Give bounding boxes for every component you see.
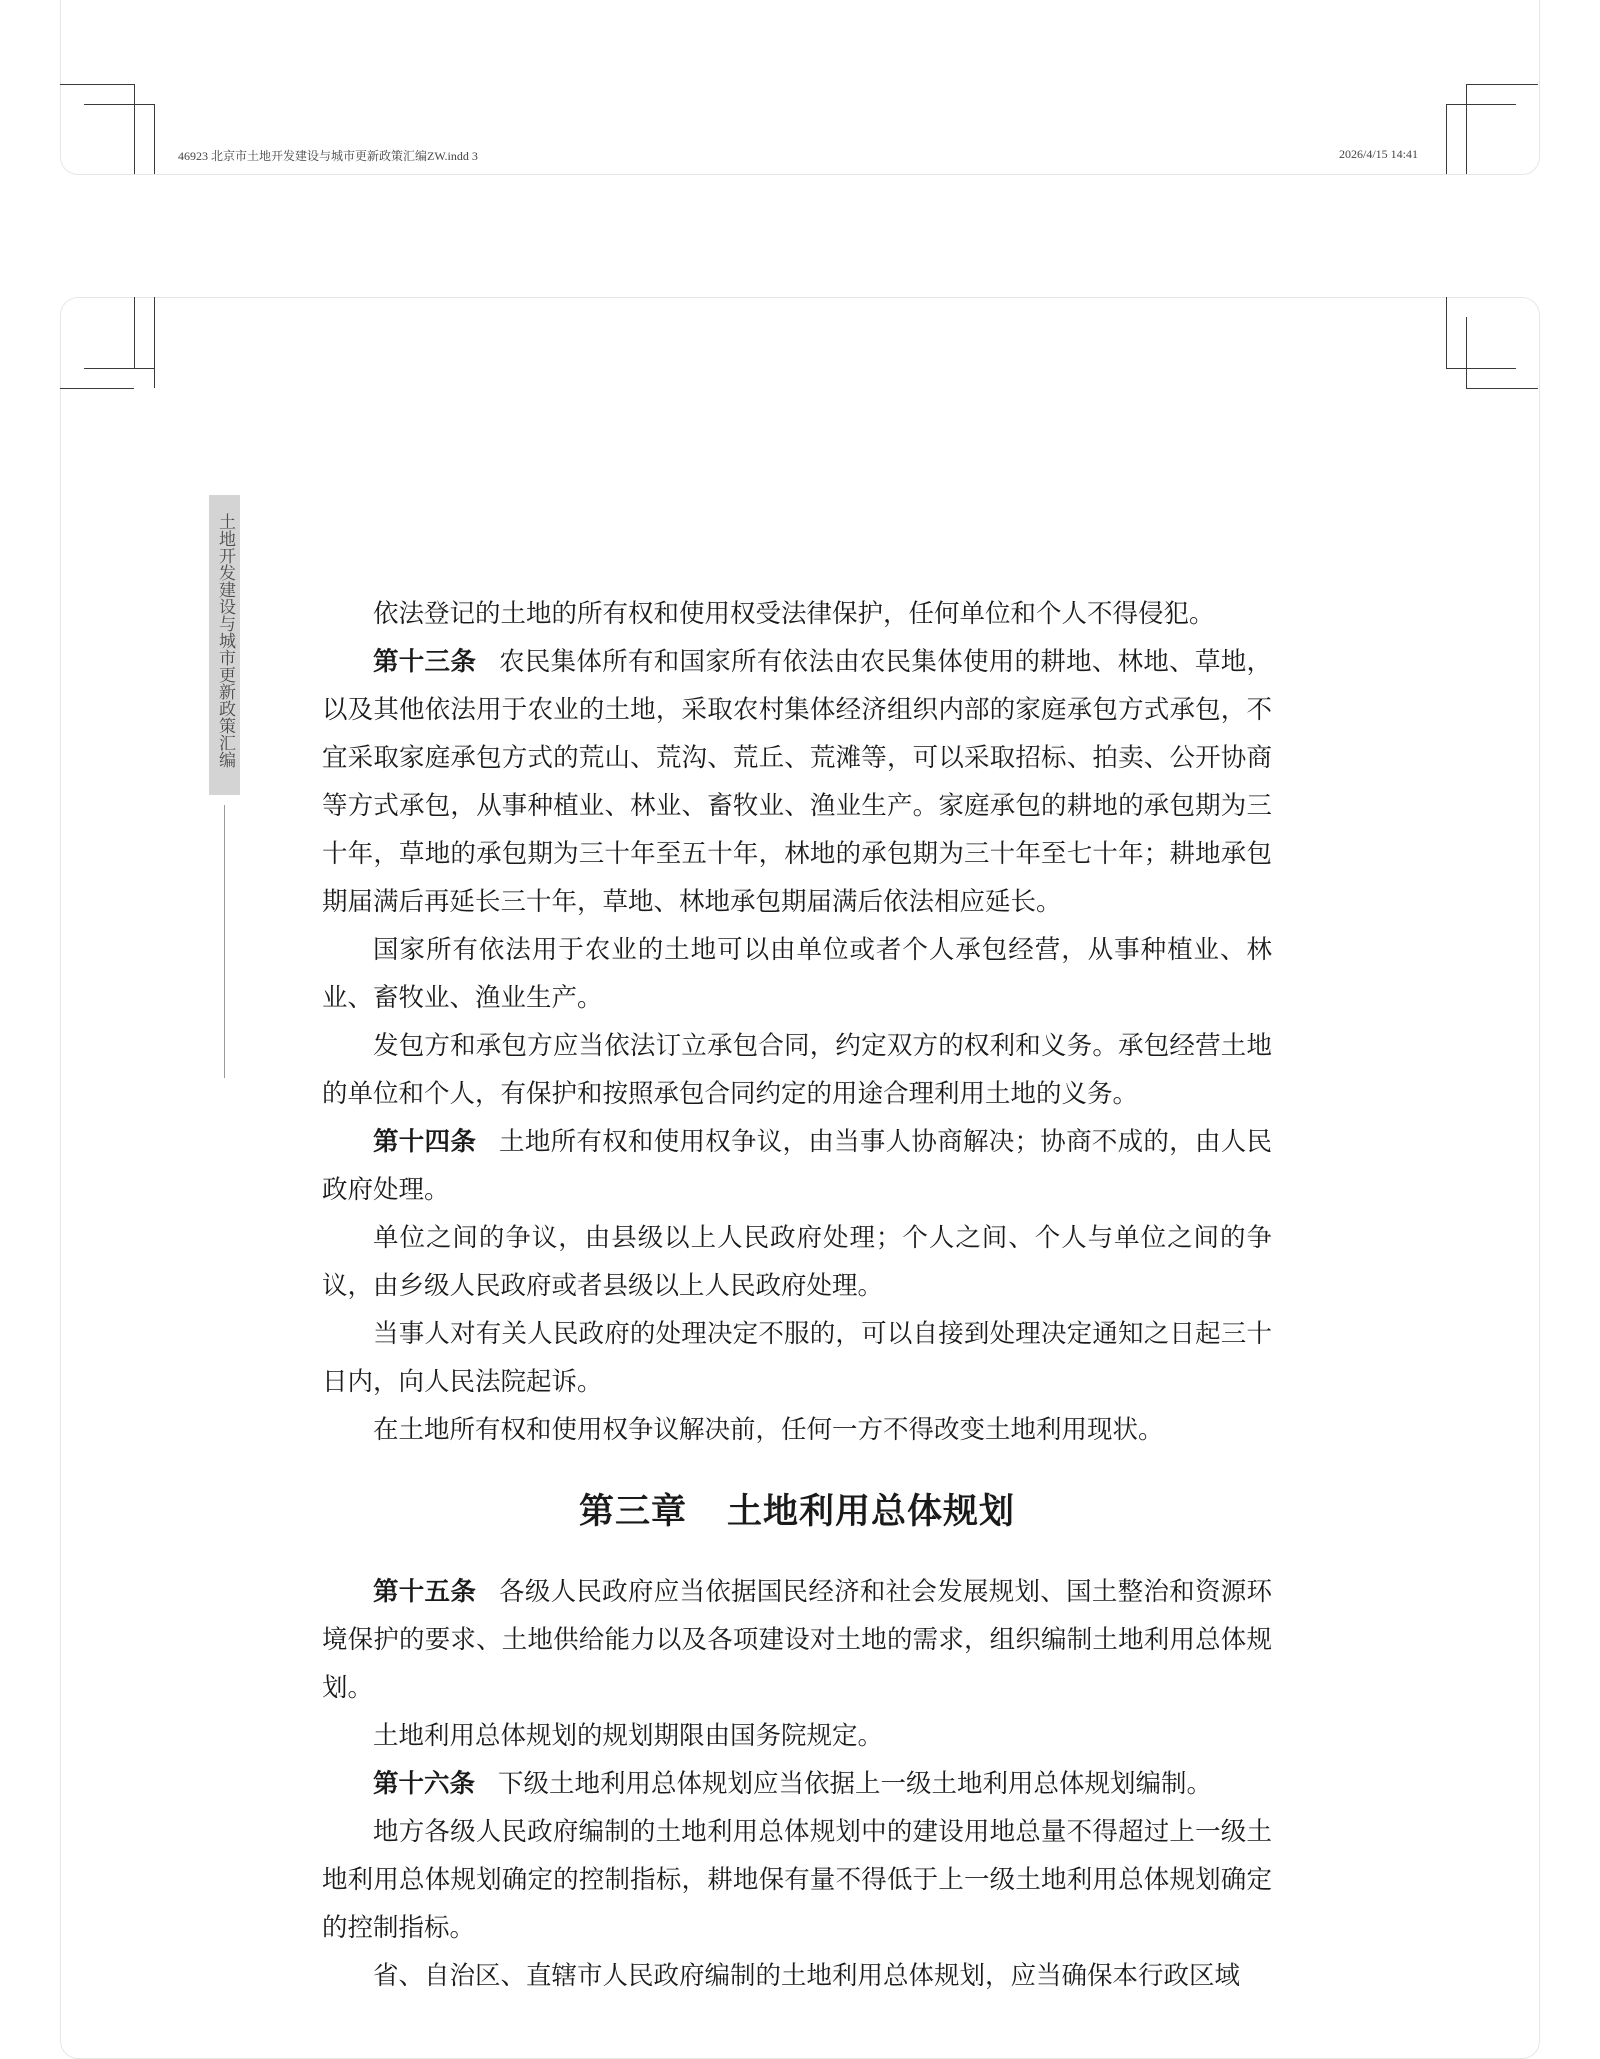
article-text: 土地所有权和使用权争议，由当事人协商解决；协商不成的，由人民政府处理。 bbox=[322, 1127, 1272, 1205]
print-slug-timestamp: 2026/4/15 14:41 bbox=[1338, 147, 1418, 161]
paragraph: 依法登记的土地的所有权和使用权受法律保护，任何单位和个人不得侵犯。 bbox=[373, 599, 1215, 629]
article-text: 下级土地利用总体规划应当依据上一级土地利用总体规划编制。 bbox=[497, 1769, 1212, 1799]
page-body bbox=[322, 590, 1272, 2000]
paragraph: 土地利用总体规划的规划期限由国务院规定。 bbox=[373, 1721, 884, 1751]
section-side-tab bbox=[209, 495, 240, 795]
article-label: 第十四条 bbox=[373, 1127, 477, 1157]
chapter-heading bbox=[322, 1487, 1272, 1537]
paragraph: 在土地所有权和使用权争议解决前，任何一方不得改变土地利用现状。 bbox=[373, 1415, 1164, 1445]
article-label: 第十六条 bbox=[373, 1769, 476, 1799]
side-tab-label: 土地开发建设与城市更新政策汇编 bbox=[215, 513, 235, 768]
paragraph: 发包方和承包方应当依法订立承包合同，约定双方的权利和义务。承包经营土地的单位和个人，有保护和按照承包合同约定的用途合理利用土地的义务。 bbox=[322, 1031, 1272, 1109]
side-divider-line bbox=[224, 805, 225, 1078]
article-15 bbox=[322, 1568, 1272, 1712]
chapter-title: 土地利用总体规划 bbox=[727, 1492, 1016, 1532]
paragraph: 当事人对有关人民政府的处理决定不服的，可以自接到处理决定通知之日起三十日内，向人民法院起诉。 bbox=[322, 1319, 1272, 1397]
article-text: 农民集体所有和国家所有依法由农民集体使用的耕地、林地、草地，以及其他依法用于农业的土地，采取农村集体经济组织内部的家庭承包方式承包，不宜采取家庭承包方式的荒山、荒沟、荒丘、荒滩等，可以采取招标、拍卖、公开协商等方式承包，从事种植业、林业、畜牧业、渔业生产。家庭承包的耕地的承包期为三十年，草地的承包期为三十年至五十年，林地的承包期为三十年至七十年；耕地承包期届满后再延长三十年，草地、林地承包期届满后依法相应延长。 bbox=[322, 647, 1272, 917]
paragraph: 国家所有依法用于农业的土地可以由单位或者个人承包经营，从事种植业、林业、畜牧业、渔业生产。 bbox=[322, 935, 1272, 1013]
article-label: 第十五条 bbox=[373, 1577, 477, 1607]
paragraph: 地方各级人民政府编制的土地利用总体规划中的建设用地总量不得超过上一级土地利用总体规划确定的控制指标，耕地保有量不得低于上一级土地利用总体规划确定的控制指标。 bbox=[322, 1817, 1272, 1943]
paragraph: 省、自治区、直辖市人民政府编制的土地利用总体规划，应当确保本行政区域 bbox=[373, 1961, 1241, 1991]
print-slug-filename: 46923 北京市土地开发建设与城市更新政策汇编ZW.indd 3 bbox=[178, 149, 478, 163]
article-13 bbox=[322, 638, 1272, 926]
article-16 bbox=[322, 1760, 1272, 1808]
article-text: 各级人民政府应当依据国民经济和社会发展规划、国土整治和资源环境保护的要求、土地供给能力以及各项建设对土地的需求，组织编制土地利用总体规划。 bbox=[322, 1577, 1272, 1703]
paragraph: 单位之间的争议，由县级以上人民政府处理；个人之间、个人与单位之间的争议，由乡级人民政府或者县级以上人民政府处理。 bbox=[322, 1223, 1272, 1301]
article-14 bbox=[322, 1118, 1272, 1214]
article-label: 第十三条 bbox=[373, 647, 477, 677]
chapter-number: 第三章 bbox=[578, 1492, 687, 1532]
